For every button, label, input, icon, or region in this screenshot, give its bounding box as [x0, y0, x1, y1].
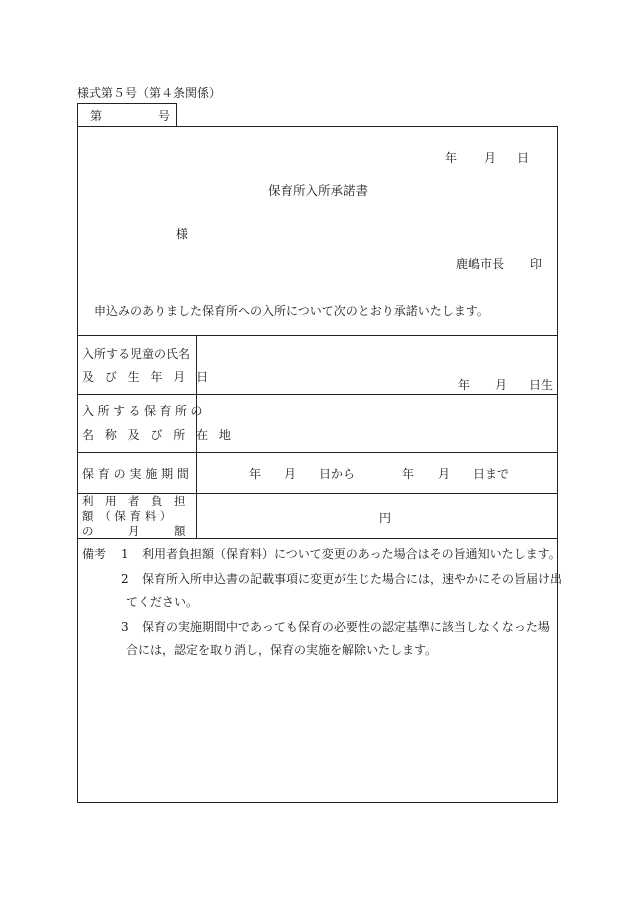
period-to-month: 月 — [438, 467, 451, 481]
number-label-left: 第 — [90, 109, 103, 123]
seal-mark: 印 — [530, 257, 543, 271]
remark-3-number: 3 — [121, 620, 129, 634]
period-from-day: 日から — [319, 467, 356, 481]
period-to-year: 年 — [402, 467, 415, 481]
number-label-right: 号 — [158, 109, 171, 123]
issuer-name: 鹿嶋市長 — [456, 257, 505, 271]
fee-label-line3: の 月 額 — [82, 524, 186, 538]
fee-unit: 円 — [379, 511, 392, 525]
remarks-heading: 備考 — [82, 547, 107, 561]
remark-3-text-line1: 保育の実施期間中であっても保育の必要性の認定基準に該当しなくなった場 — [142, 620, 550, 634]
remark-1-text: 利用者負担額（保育料）について変更のあった場合はその旨通知いたします。 — [142, 547, 561, 561]
period-to-day: 日まで — [473, 467, 510, 481]
date-year: 年 — [445, 151, 458, 165]
form-code: 様式第５号（第４条関係） — [77, 86, 222, 100]
dob-day: 日生 — [529, 378, 554, 392]
remark-2-text-line1: 保育所入所申込書の記載事項に変更が生じた場合には，速やかにその旨届け出 — [142, 572, 563, 586]
intro-text: 申込みのありました保育所への入所について次のとおり承諾いたします。 — [94, 304, 489, 318]
remark-2-text-line2: てください。 — [126, 595, 199, 609]
addressee-suffix: 様 — [176, 227, 189, 241]
remark-1-number: 1 — [121, 547, 129, 561]
child-label-line1: 入所する児童の氏名 — [82, 347, 191, 361]
remark-3-text-line2: 合には，認定を取り消し，保育の実施を解除いたします。 — [126, 643, 438, 657]
remark-2-number: 2 — [121, 572, 129, 586]
dob-month: 月 — [495, 378, 508, 392]
date-month: 月 — [484, 151, 497, 165]
fee-label-line1: 利 用 者 負 担 — [82, 494, 186, 508]
dob-year: 年 — [458, 378, 471, 392]
document-number-box — [77, 103, 177, 126]
facility-label-line1: 入所する保育所の — [82, 404, 207, 418]
period-from-year: 年 — [249, 467, 262, 481]
period-from-month: 月 — [284, 467, 297, 481]
fee-label-line2: 額 （ 保 育 料 ） — [82, 509, 172, 523]
facility-label-line2: 名 称 及 び 所 在 地 — [82, 428, 235, 442]
document-title: 保育所入所承諾書 — [268, 183, 369, 198]
date-day: 日 — [517, 151, 530, 165]
form-frame — [77, 126, 563, 803]
period-label: 保 育 の 実 施 期 間 — [82, 467, 189, 481]
child-label-line2: 及 び 生 年 月 日 — [82, 370, 212, 384]
